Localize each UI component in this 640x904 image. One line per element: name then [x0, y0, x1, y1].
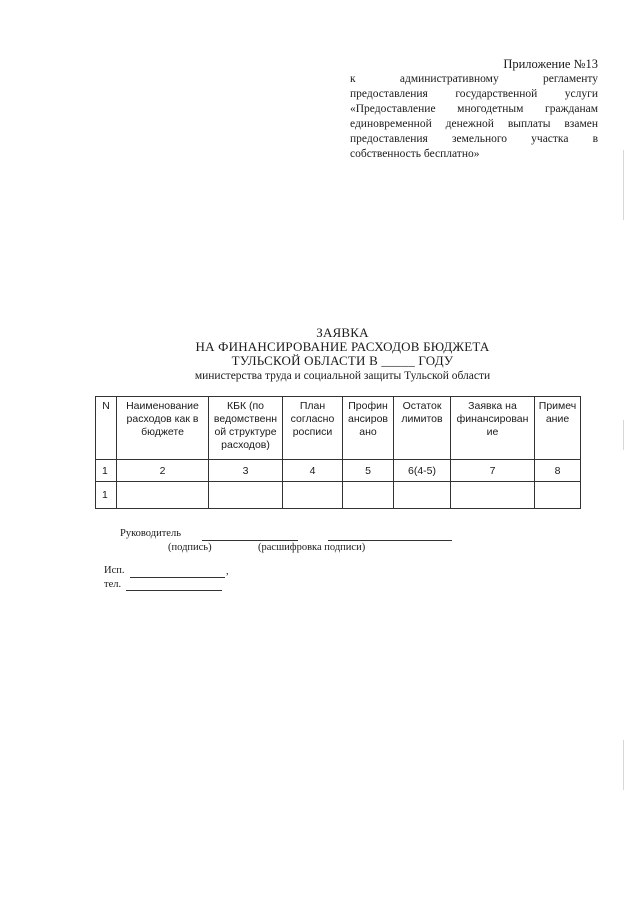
appendix-line: к административному регламенту [350, 73, 598, 85]
appendix-number: Приложение №13 [503, 57, 598, 71]
table-cell: 8 [535, 460, 581, 482]
signature-line [202, 540, 298, 541]
appendix-header [350, 57, 598, 162]
column-header: Профин ансиров ано [343, 397, 394, 460]
column-header: Примеч ание [535, 397, 581, 460]
numbering-row [96, 460, 581, 482]
table-cell [343, 482, 394, 509]
decoding-line [328, 540, 452, 541]
table-cell [117, 482, 209, 509]
table-cell: 3 [209, 460, 283, 482]
column-header: Остаток лимитов [394, 397, 451, 460]
title-line-3: ТУЛЬСКОЙ ОБЛАСТИ В _____ ГОДУ [231, 353, 454, 368]
title-subtitle: министерства труда и социальной защиты Тульской области [194, 370, 491, 382]
column-header: План согласно росписи [283, 397, 343, 460]
column-header: N [96, 397, 117, 460]
table-cell [209, 482, 283, 509]
executor-line [130, 577, 225, 578]
table-header-row [96, 397, 581, 460]
table-cell [451, 482, 535, 509]
table-cell: 1 [96, 460, 117, 482]
table-cell: 4 [283, 460, 343, 482]
table-cell: 1 [96, 482, 117, 509]
appendix-line: единовременной денежной выплаты взамен [350, 118, 598, 130]
phone-label: тел. [104, 579, 122, 590]
executor-label: Исп. [104, 565, 125, 576]
column-header: КБК (по ведомственн ой структуре расходов) [209, 397, 283, 460]
scan-artifact [623, 740, 624, 790]
column-header: Наименование расходов как в бюджете [117, 397, 209, 460]
appendix-line: собственность бесплатно» [350, 148, 480, 160]
document-title [90, 326, 595, 384]
appendix-line: предоставления земельного участка в [350, 133, 598, 145]
column-header: Заявка на финансирован ие [451, 397, 535, 460]
scan-artifact [623, 420, 624, 450]
scan-artifact [623, 150, 624, 220]
appendix-line: «Предоставление многодетным гражданам [350, 103, 598, 115]
table-cell: 7 [451, 460, 535, 482]
head-label: Руководитель [120, 528, 181, 539]
phone-line [126, 590, 222, 591]
table-cell: 6(4-5) [394, 460, 451, 482]
table-cell [535, 482, 581, 509]
executor-comma: , [226, 566, 229, 577]
funding-request-table [95, 396, 581, 509]
table-cell [394, 482, 451, 509]
decoding-caption: (расшифровка подписи) [258, 542, 366, 553]
table-row [96, 482, 581, 509]
appendix-line: предоставления государственной услуги [350, 88, 598, 100]
title-line-2: НА ФИНАНСИРОВАНИЕ РАСХОДОВ БЮДЖЕТА [195, 339, 490, 354]
table-cell: 2 [117, 460, 209, 482]
table-cell [283, 482, 343, 509]
table-cell: 5 [343, 460, 394, 482]
signature-caption: (подпись) [168, 542, 212, 553]
title-line-1: ЗАЯВКА [316, 325, 369, 340]
